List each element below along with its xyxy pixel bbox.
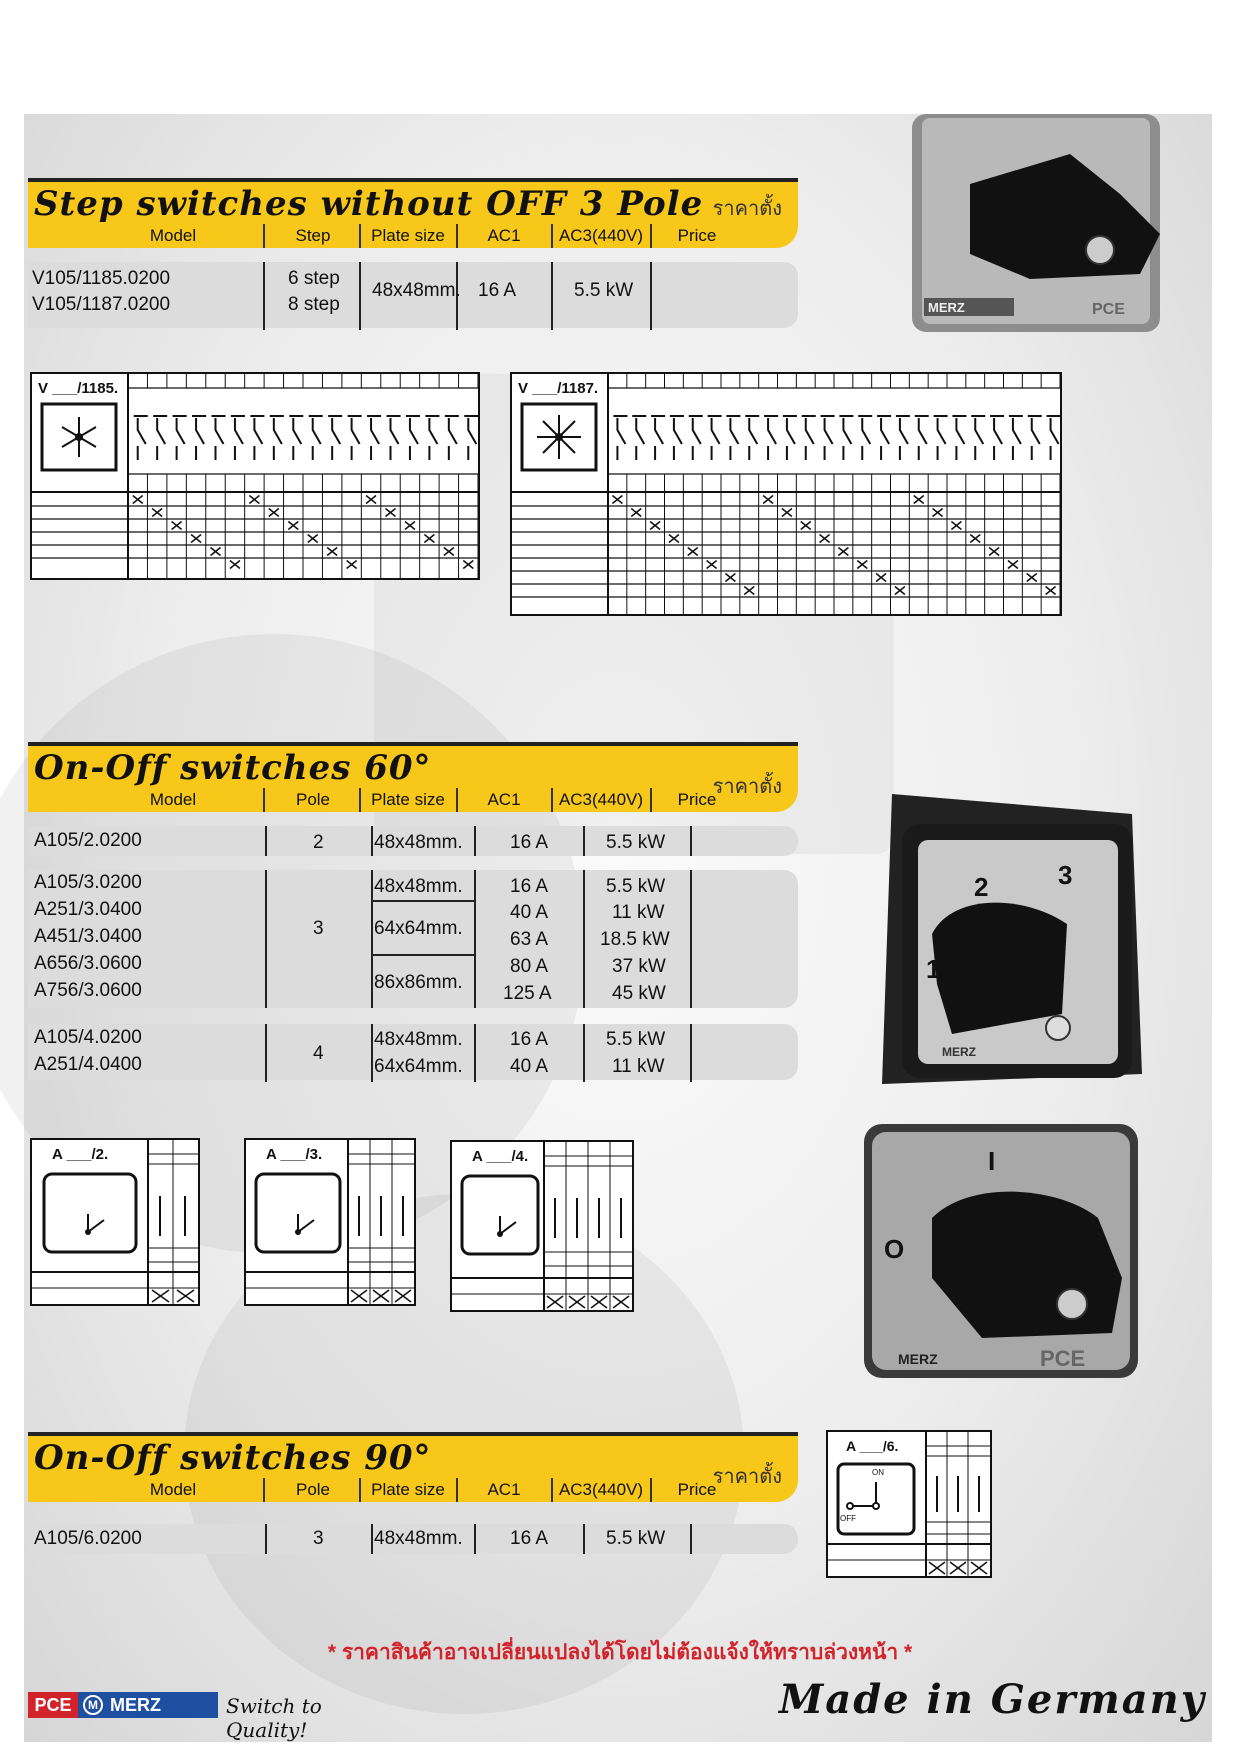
col-ac3: AC3(440V) (558, 790, 644, 809)
diagram-label: V ___/1187. (518, 380, 599, 397)
col-ac1: AC1 (487, 790, 521, 809)
ac1-cell: 63 A (510, 929, 549, 950)
column-separator (263, 788, 265, 812)
model-cell: A451/3.0400 (34, 926, 142, 947)
diagram-label: A ___/6. (846, 1438, 899, 1454)
col-model: Model (149, 790, 197, 809)
ac1-cell: 16 A (510, 1528, 549, 1549)
column-line (690, 826, 692, 856)
ac1-cell: 40 A (510, 902, 549, 923)
model-cell: A251/4.0400 (34, 1054, 142, 1075)
model-cell: A251/3.0400 (34, 899, 142, 920)
ac3-cell: 5.5 kW (606, 876, 666, 897)
column-line (371, 1024, 373, 1082)
ac1-cell: 125 A (503, 983, 552, 1004)
switch-diagram-1187 (510, 372, 1062, 616)
ac3-cell: 5.5 kW (606, 1528, 666, 1549)
model-cell: V105/1187.0200 (32, 294, 171, 315)
ac3-cell: 11 kW (612, 902, 665, 923)
svg-text:3: 3 (1058, 860, 1073, 890)
ac1-cell: 80 A (510, 956, 549, 977)
diagram-drawing (452, 1142, 632, 1310)
diagram-label: A ___/3. (266, 1146, 323, 1163)
ac1-cell: 16 A (510, 832, 549, 853)
model-cell: A105/2.0200 (34, 830, 142, 851)
column-line (371, 826, 373, 856)
column-line (359, 262, 361, 330)
col-plate: Plate size (371, 790, 445, 809)
pole-cell: 3 (313, 1528, 324, 1549)
product-photo-onoff-90 (862, 1118, 1142, 1380)
photo-brand: MERZ (898, 1351, 938, 1367)
price-thai-label: ราคาตั้ง (712, 776, 782, 798)
diagram-drawing (246, 1140, 414, 1304)
section-header-onoff-60 (28, 742, 798, 812)
model-cell: A656/3.0600 (34, 953, 142, 974)
column-line (474, 1524, 476, 1554)
col-price: Price (677, 226, 717, 245)
model-cell: A105/4.0200 (34, 1027, 142, 1048)
step-cell: 8 step (288, 294, 340, 315)
section-title: On-Off switches 90° (34, 1438, 432, 1478)
col-ac3: AC3(440V) (558, 226, 644, 245)
svg-text:2: 2 (974, 872, 989, 902)
ac3-cell: 5.5 kW (574, 280, 634, 301)
column-line (371, 1524, 373, 1554)
model-cell: A105/6.0200 (34, 1528, 142, 1549)
col-model: Model (149, 1480, 197, 1499)
col-pole: Pole (295, 1480, 331, 1499)
col-ac3: AC3(440V) (558, 1480, 644, 1499)
col-model: Model (149, 226, 197, 245)
column-line (265, 826, 267, 856)
column-line (265, 1524, 267, 1554)
step-cell: 6 step (288, 268, 340, 289)
diagram-label: V ___/1185. (38, 380, 119, 397)
svg-text:1: 1 (926, 954, 941, 984)
ac3-cell: 18.5 kW (600, 929, 670, 950)
section-title: Step switches without OFF 3 Pole (34, 184, 704, 224)
diagram-drawing (512, 374, 1060, 614)
switch-diagram-a3 (244, 1138, 416, 1306)
section-title: On-Off switches 60° (34, 748, 432, 788)
column-line (583, 826, 585, 856)
col-price: Price (677, 1480, 717, 1499)
ac1-cell: 16 A (478, 280, 517, 301)
column-line (265, 1024, 267, 1082)
column-line (690, 870, 692, 1008)
ac1-cell: 40 A (510, 1056, 549, 1077)
col-ac1: AC1 (487, 1480, 521, 1499)
column-line (583, 1024, 585, 1082)
col-plate: Plate size (371, 226, 445, 245)
ac1-cell: 16 A (510, 876, 549, 897)
svg-text:I: I (988, 1146, 996, 1176)
model-cell: V105/1185.0200 (32, 268, 171, 289)
column-line (474, 1024, 476, 1082)
column-line (690, 1024, 692, 1082)
on-label: ON (872, 1468, 884, 1477)
row-line (371, 954, 474, 956)
ac3-cell: 45 kW (612, 983, 666, 1004)
plate-cell: 48x48mm. (372, 280, 461, 301)
plate-cell: 64x64mm. (374, 918, 463, 939)
merz-logo (78, 1692, 218, 1718)
plate-cell: 48x48mm. (374, 832, 463, 853)
col-plate: Plate size (371, 1480, 445, 1499)
made-in-germany: Made in Germany (779, 1676, 1206, 1723)
column-line (650, 262, 652, 330)
model-cell: A105/3.0200 (34, 872, 142, 893)
photo-brand: MERZ (942, 1045, 976, 1059)
column-line (474, 870, 476, 1008)
pole-cell: 4 (313, 1043, 324, 1064)
pole-cell: 3 (313, 918, 324, 939)
switch-diagram-a2 (30, 1138, 200, 1306)
pole-cell: 2 (313, 832, 324, 853)
column-line (371, 870, 373, 1008)
merz-label: MERZ (110, 1695, 161, 1715)
diagram-drawing (32, 374, 478, 578)
column-line (583, 870, 585, 1008)
column-line (263, 262, 265, 330)
photo-pce: PCE (1040, 1346, 1086, 1371)
section-header-step-switches (28, 178, 798, 248)
ac3-cell: 5.5 kW (606, 1029, 666, 1050)
col-pole: Pole (295, 790, 331, 809)
ac3-cell: 37 kW (612, 956, 666, 977)
brand-slogan: Switch to Quality! (226, 1694, 322, 1742)
section-header-onoff-90 (28, 1432, 798, 1502)
row-line (371, 900, 474, 902)
col-price: Price (677, 790, 717, 809)
diagram-drawing (828, 1432, 990, 1576)
column-line (265, 870, 267, 1008)
ac3-cell: 5.5 kW (606, 832, 666, 853)
column-separator (263, 224, 265, 248)
price-disclaimer: * ราคาสินค้าอาจเปลี่ยนแปลงได้โดยไม่ต้องแจ้งให้ทราบล่วงหน้า * (327, 1641, 913, 1664)
col-ac1: AC1 (487, 226, 521, 245)
plate-cell: 48x48mm. (374, 876, 463, 897)
merz-m-icon: M (83, 1695, 103, 1715)
diagram-label: A ___/4. (472, 1148, 529, 1165)
plate-cell: 86x86mm. (374, 972, 463, 993)
ac3-cell: 11 kW (612, 1056, 665, 1077)
ac1-cell: 16 A (510, 1029, 549, 1050)
plate-cell: 64x64mm. (374, 1056, 463, 1077)
model-cell: A756/3.0600 (34, 980, 142, 1001)
product-photo-onoff-60 (862, 784, 1150, 1090)
column-separator (263, 1478, 265, 1502)
switch-diagram-a4 (450, 1140, 634, 1312)
column-line (474, 826, 476, 856)
plate-cell: 48x48mm. (374, 1029, 463, 1050)
svg-text:O: O (884, 1234, 905, 1264)
switch-diagram-1185 (30, 372, 480, 580)
pce-logo: PCE (28, 1692, 78, 1718)
plate-cell: 48x48mm. (374, 1528, 463, 1549)
column-line (551, 262, 553, 330)
price-thai-label: ราคาตั้ง (712, 198, 782, 220)
diagram-drawing (32, 1140, 198, 1304)
product-photo-step-switch (910, 114, 1162, 334)
photo-pce: PCE (1092, 301, 1125, 318)
column-line (690, 1524, 692, 1554)
photo-brand: MERZ (928, 300, 965, 315)
price-thai-label: ราคาตั้ง (712, 1466, 782, 1488)
switch-diagram-a6 (826, 1430, 992, 1578)
diagram-label: A ___/2. (52, 1146, 109, 1163)
col-step: Step (295, 226, 331, 245)
off-label: OFF (840, 1514, 856, 1523)
column-line (583, 1524, 585, 1554)
